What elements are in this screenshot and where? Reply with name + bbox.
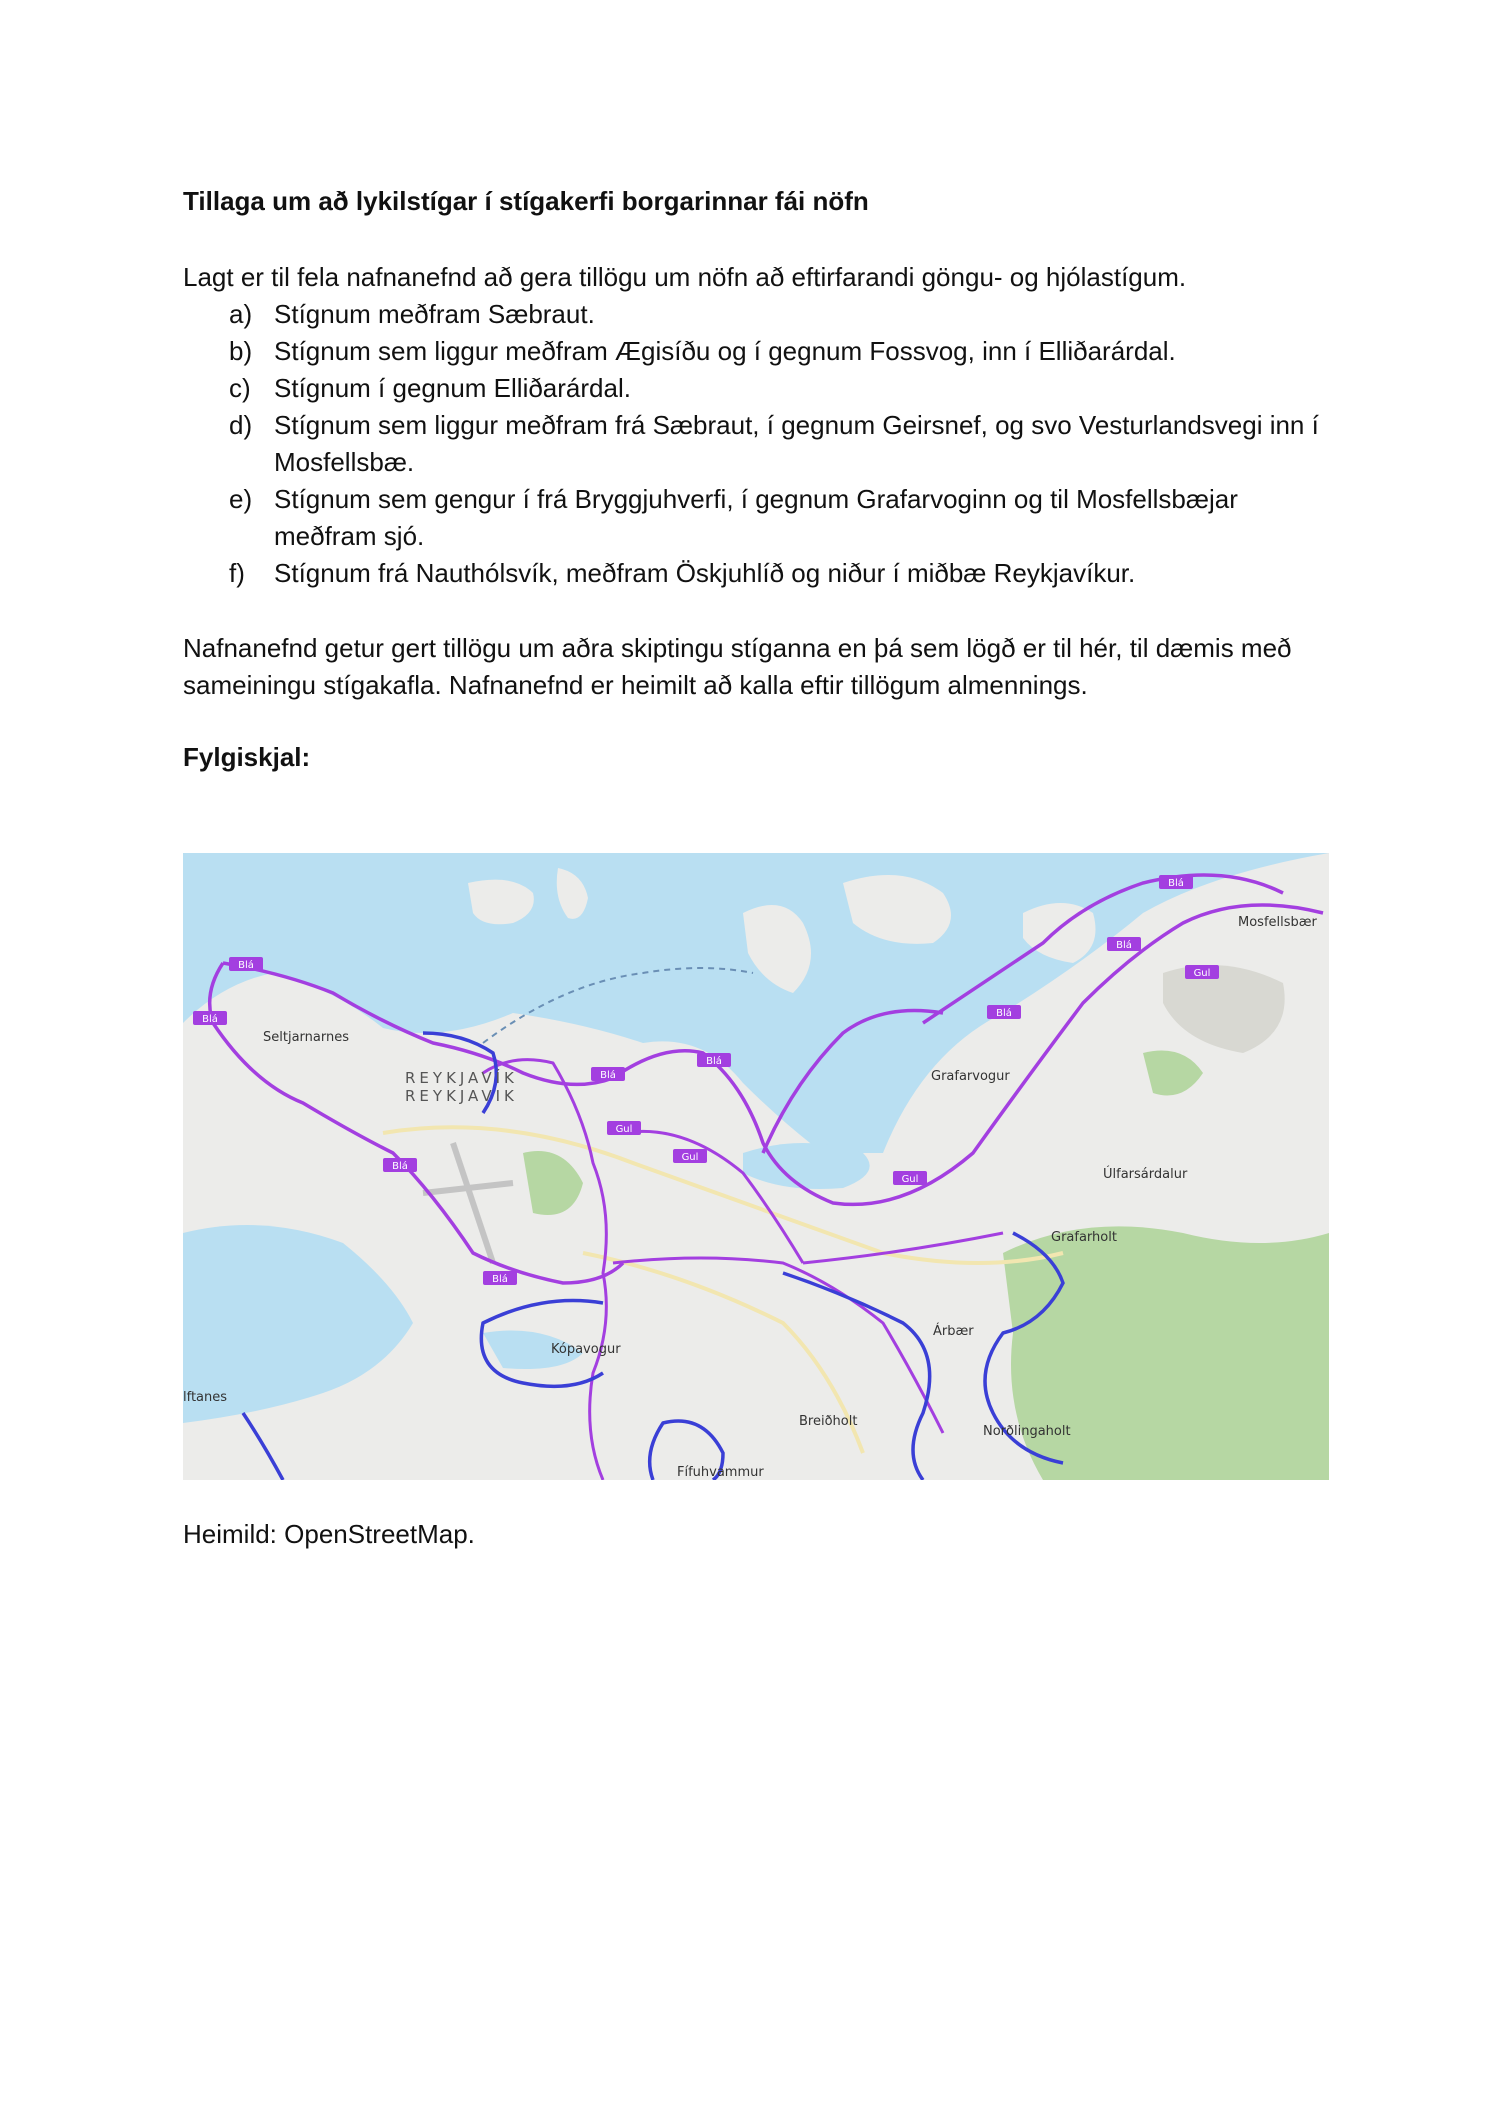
list-item-text: Stígnum frá Nauthólsvík, meðfram Öskjuhlíð og niður í miðbæ Reykjavíkur. [274, 558, 1136, 588]
list-item [183, 481, 1333, 555]
map-tag-bla [987, 1005, 1021, 1019]
map-label-grafarvogur: Grafarvogur [931, 1069, 1010, 1084]
source-caption: Heimild: OpenStreetMap. [183, 1519, 475, 1549]
intro-text: Lagt er til fela nafnanefnd að gera tillögu um nöfn að eftirfarandi göngu- og hjólastígum. [183, 262, 1187, 292]
svg-text:Gul: Gul [681, 1152, 699, 1163]
map-label-seltjarnarnes: Seltjarnarnes [263, 1030, 349, 1045]
map-label-nordlingaholt: Norðlingaholt [983, 1424, 1071, 1439]
list-item [183, 370, 1333, 407]
map-label-grafarholt: Grafarholt [1051, 1230, 1117, 1245]
svg-text:Blá: Blá [600, 1070, 616, 1081]
route-list [183, 296, 1333, 592]
document-title: Tillaga um að lykilstígar í stígakerfi borgarinnar fái nöfn [183, 186, 869, 216]
map-tag-bla [1159, 875, 1193, 889]
list-item-text: Stígnum sem liggur meðfram frá Sæbraut, í gegnum Geirsnef, og svo Vesturlandsvegi inn í Mosfellsbæ. [274, 410, 1319, 477]
svg-text:Blá: Blá [202, 1014, 218, 1025]
map-tag-gul [673, 1149, 707, 1163]
map-label-breidholt: Breiðholt [799, 1414, 858, 1429]
body-paragraph: Nafnanefnd getur gert tillögu um aðra skiptingu stíganna en þá sem lögð er til hér, til dæmis með sameiningu stígakafla. Nafnanefnd er heimilt að kalla eftir tillögum almennings. [183, 633, 1292, 700]
map-tag-bla [229, 957, 263, 971]
svg-text:Gul: Gul [615, 1124, 633, 1135]
list-item [183, 333, 1333, 370]
map-label-fifuhvammur: Fífuhvammur [677, 1465, 764, 1480]
list-marker: f) [229, 558, 245, 588]
list-item-text: Stígnum í gegnum Elliðarárdal. [274, 373, 631, 403]
svg-text:Blá: Blá [492, 1274, 508, 1285]
list-item-text: Stígnum sem gengur í frá Bryggjuhverfi, í gegnum Grafarvoginn og til Mosfellsbæjar meðfram sjó. [274, 484, 1238, 551]
map-tag-gul [893, 1171, 927, 1185]
list-item [183, 296, 1333, 333]
svg-text:Blá: Blá [996, 1008, 1012, 1019]
map-tag-bla [591, 1067, 625, 1081]
map-tag-bla [483, 1271, 517, 1285]
map-tag-bla [193, 1011, 227, 1025]
map-tag-gul [1185, 965, 1219, 979]
list-marker: d) [229, 410, 253, 440]
svg-text:Blá: Blá [1168, 878, 1184, 889]
map-label-arbaer: Árbær [933, 1324, 974, 1339]
list-marker: a) [229, 299, 253, 329]
map-tag-bla [1107, 937, 1141, 951]
map-label-ulfarsardalur: Úlfarsárdalur [1103, 1167, 1188, 1182]
svg-text:Gul: Gul [1193, 968, 1211, 979]
map-label-reykjavik: REYKJAVÍK [405, 1069, 518, 1087]
list-item-text: Stígnum sem liggur meðfram Ægisíðu og í gegnum Fossvog, inn í Elliðarárdal. [274, 336, 1176, 366]
list-item [183, 555, 1333, 592]
route-map [183, 853, 1329, 1480]
map-svg [183, 853, 1329, 1480]
list-marker: e) [229, 484, 253, 514]
svg-text:Blá: Blá [1116, 940, 1132, 951]
list-item [183, 407, 1333, 481]
map-tag-bla [697, 1053, 731, 1067]
svg-text:Gul: Gul [901, 1174, 919, 1185]
map-label-mosfellsbaer: Mosfellsbær [1238, 915, 1317, 930]
svg-text:Blá: Blá [706, 1056, 722, 1067]
list-marker: b) [229, 336, 253, 366]
map-tag-bla [383, 1158, 417, 1172]
list-marker: c) [229, 373, 251, 403]
map-label-kopavogur: Kópavogur [551, 1342, 621, 1357]
map-label-alftanes: lftanes [183, 1390, 228, 1405]
list-item-text: Stígnum meðfram Sæbraut. [274, 299, 595, 329]
svg-text:Blá: Blá [238, 960, 254, 971]
attachment-heading: Fylgiskjal: [183, 742, 311, 772]
map-tag-gul [607, 1121, 641, 1135]
map-label-reykjavik: REYKJAVIK [405, 1087, 518, 1105]
svg-text:Blá: Blá [392, 1161, 408, 1172]
